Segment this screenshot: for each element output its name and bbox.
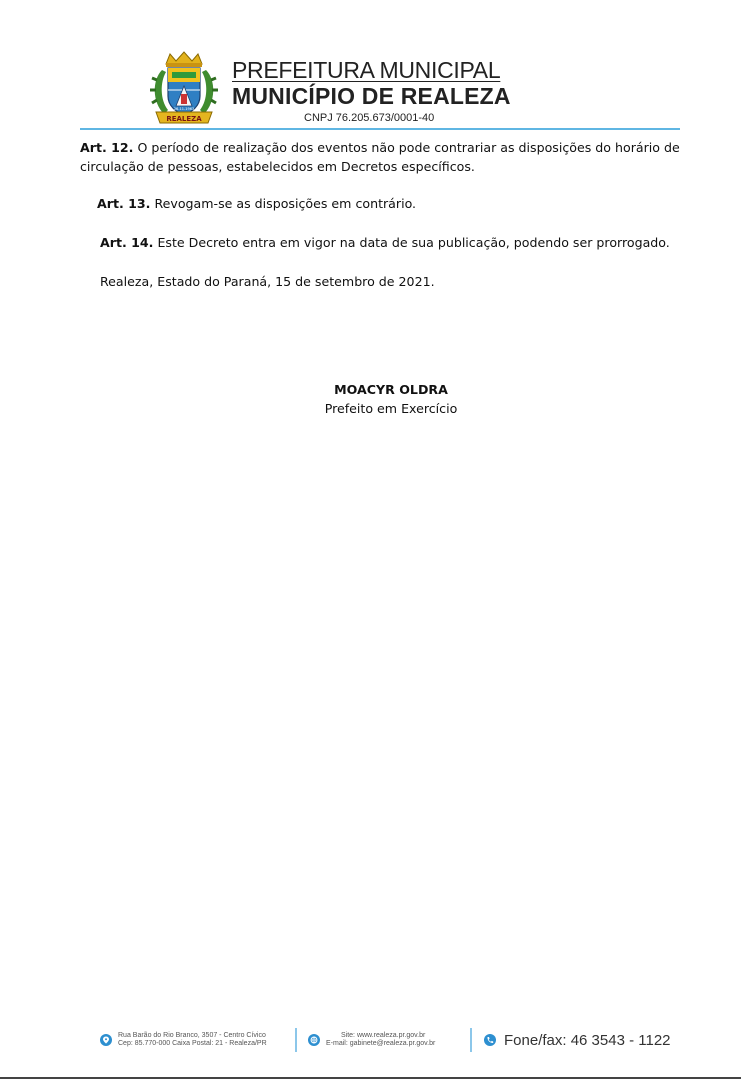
footer-address-line1: Rua Barão do Rio Branco, 3507 - Centro Cívico bbox=[118, 1032, 266, 1039]
location-icon bbox=[100, 1034, 112, 1046]
article-label: Art. 13. bbox=[97, 196, 151, 211]
article-12 bbox=[80, 139, 692, 176]
article-text: O período de realização dos eventos não pode contrariar as disposições do horário de circulação de pessoas, estabelecidos em Decretos específicos. bbox=[80, 140, 680, 174]
article-label: Art. 12. bbox=[80, 140, 134, 155]
footer-address-line2: Cep: 85.770-000 Caixa Postal: 21 - Realeza/PR bbox=[118, 1040, 267, 1047]
article-label: Art. 14. bbox=[100, 235, 154, 250]
article-text: Revogam-se as disposições em contrário. bbox=[150, 196, 417, 211]
article-13 bbox=[97, 195, 697, 214]
municipal-crest-icon bbox=[148, 50, 220, 126]
svg-text:26-11-1963: 26-11-1963 bbox=[173, 107, 195, 111]
phone-icon bbox=[484, 1034, 496, 1046]
header-title-line1: PREFEITURA MUNICIPAL bbox=[232, 57, 501, 83]
letterhead bbox=[148, 48, 528, 130]
header-divider bbox=[80, 128, 680, 130]
signatory-name: MOACYR OLDRA bbox=[334, 382, 448, 397]
place-and-date: Realeza, Estado do Paraná, 15 de setembro de 2021. bbox=[100, 274, 435, 289]
footer-email: E-mail: gabinete@realeza.pr.gov.br bbox=[326, 1040, 436, 1047]
footer-separator bbox=[470, 1028, 472, 1052]
signatory-role: Prefeito em Exercício bbox=[324, 401, 458, 416]
article-14 bbox=[100, 234, 700, 253]
globe-icon bbox=[308, 1034, 320, 1046]
footer-separator bbox=[295, 1028, 297, 1052]
svg-text:REALEZA: REALEZA bbox=[166, 115, 202, 123]
footer-phone: Fone/fax: 46 3543 - 1122 bbox=[504, 1032, 671, 1049]
footer-site: Site: www.realeza.pr.gov.br bbox=[341, 1032, 426, 1039]
article-text: Este Decreto entra em vigor na data de sua publicação, podendo ser prorrogado. bbox=[153, 235, 670, 250]
header-title-line2: MUNICÍPIO DE REALEZA bbox=[232, 83, 511, 109]
header-cnpj: CNPJ 76.205.673/0001-40 bbox=[304, 112, 435, 124]
footer bbox=[96, 1024, 696, 1056]
